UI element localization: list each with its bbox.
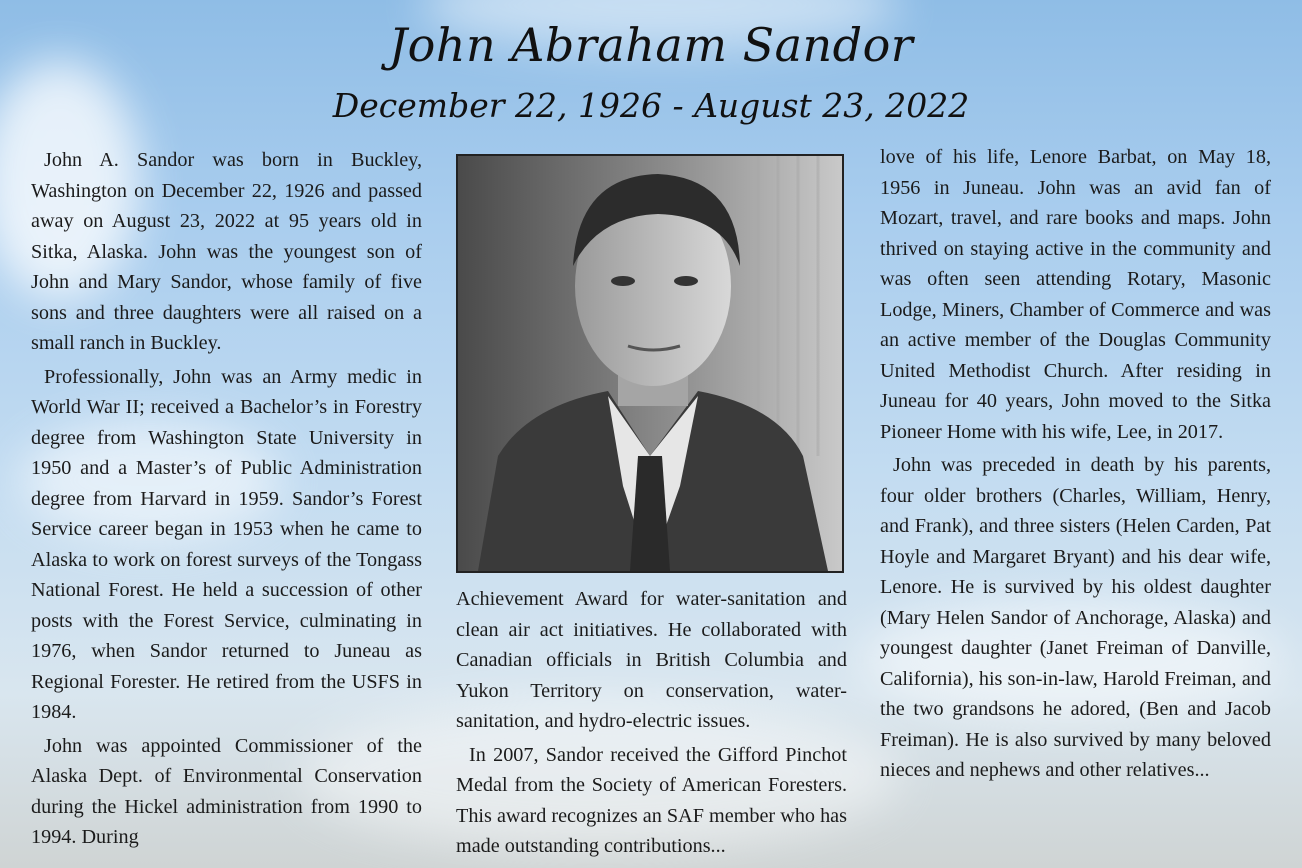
obituary-name: John Abraham Sandor [388, 18, 914, 72]
paragraph: In 2007, Sandor received the Gifford Pinchot Medal from the Society of American Foresters. This award recognizes an SAF member who has made outstanding contributions... [456, 743, 847, 857]
middle-column [456, 584, 847, 865]
paragraph: love of his life, Lenore Barbat, on May 18, 1956 in Juneau. John was an avid fan of Mozart, travel, and rare books and maps. John thrived on staying active in the community and was often seen attending Rotary, Masonic Lodge, Miners, Chamber of Commerce and was an active member of the Douglas Community United Methodist Church. After residing in Juneau for 40 years, John moved to the Sitka Pioneer Home with his wife, Lee, in 2017. [880, 146, 1271, 443]
left-column [31, 145, 422, 856]
life-dates: December 22, 1926 - August 23, 2022 [332, 86, 970, 125]
portrait-photo [456, 154, 844, 573]
paragraph: Achievement Award for water-sanitation and clean air act initiatives. He collaborated with Canadian officials in British Columbia and Yukon Territory on conservation, water-sanitation, and hydro-electric issues. [456, 588, 847, 732]
paragraph: John was preceded in death by his parents, four older brothers (Charles, William, Henry, and Frank), and three sisters (Helen Carden, Pat Hoyle and Margaret Bryant) and his dear wife, Lenore. He is survived by his oldest daughter (Mary Helen Sandor of Anchorage, Alaska) and youngest daughter (Janet Freiman of Danville, California), his son-in-law, Harold Freiman, and the two grandsons he adored, (Ben and Jacob Freiman). He is also survived by many beloved nieces and nephews and other relatives... [880, 454, 1271, 781]
paragraph: John A. Sandor was born in Buckley, Washington on December 22, 1926 and passed away on August 23, 2022 at 95 years old in Sitka, Alaska. John was the youngest son of John and Mary Sandor, whose family of five sons and three daughters were all raised on a small ranch in Buckley. [31, 149, 422, 354]
right-column [880, 142, 1271, 789]
paragraph: Professionally, John was an Army medic in World War II; received a Bachelor’s in Forestry degree from Washington State University in 1950 and a Master’s of Public Administration degree from Harvard in 1959. Sandor’s Forest Service career began in 1953 when he came to Alaska to work on forest surveys of the Tongass National Forest. He held a succession of other posts with the Forest Service, culminating in 1976, when Sandor returned to Juneau as Regional Forester. He retired from the USFS in 1984. [31, 365, 422, 723]
portrait-illustration [458, 156, 842, 571]
paragraph: John was appointed Commissioner of the Alaska Dept. of Environmental Conservation during the Hickel administration from 1990 to 1994. During [31, 734, 422, 848]
